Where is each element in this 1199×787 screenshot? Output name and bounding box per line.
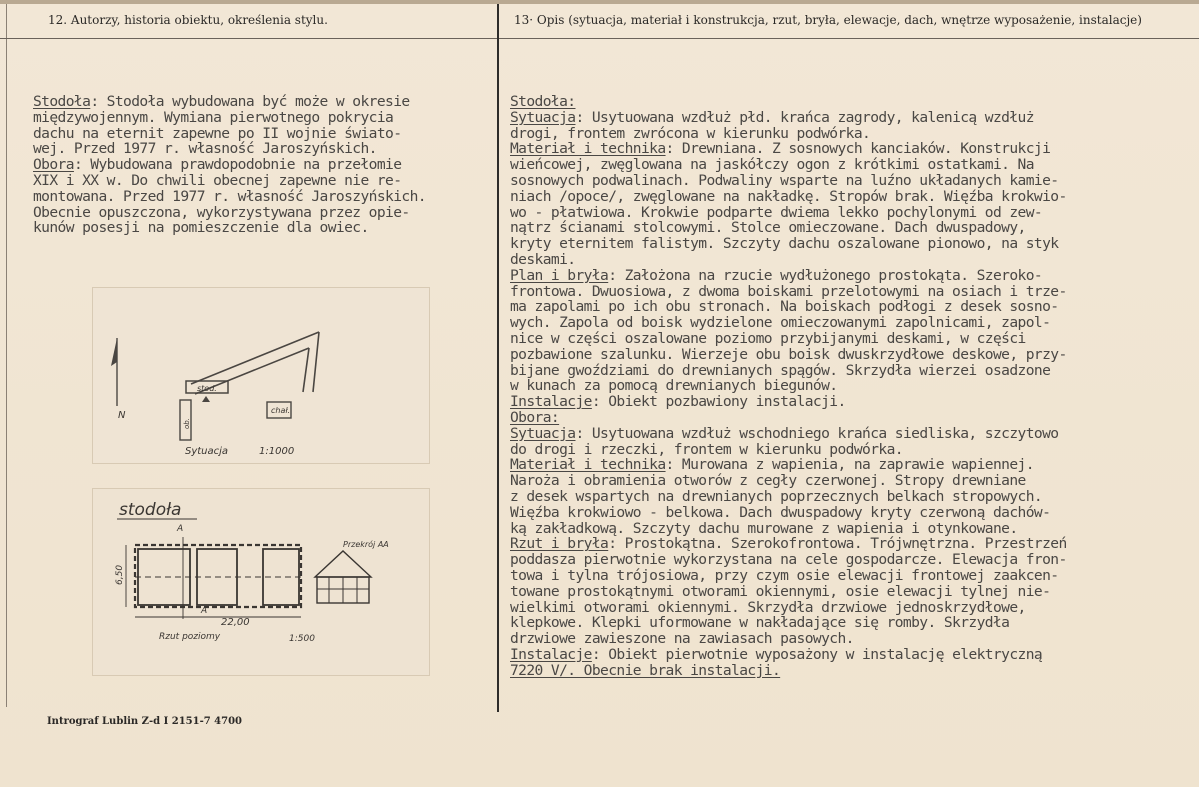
heading-stodola: Stodoła — [33, 93, 91, 110]
text-line: ką zakładkową. Szczyty dachu murowane z wapienia i otynkowane. — [510, 519, 1018, 537]
subheading: Materiał i technika — [510, 456, 666, 474]
text-line: wieńcowej, zwęglowana na jaskółczy ogon z krótkimi ostatkami. Na — [510, 156, 1034, 174]
road-line — [303, 348, 309, 392]
subheading: Instalacje — [510, 393, 592, 411]
text-line: : Murowana z wapienia, na zaprawie wapiennej. — [665, 456, 1034, 474]
north-label: N — [118, 410, 126, 421]
text-line: wych. Zapola od boisk wydzielone omieczowanymi zapolnicami, zapol- — [510, 314, 1051, 332]
site-plan-drawing — [93, 288, 429, 463]
heading-obora: Obora: — [510, 408, 560, 426]
dim-height: 6,50 — [115, 564, 125, 585]
text-line: : Usytuowana wzdłuż wschodniego krańca siedliska, szczytowo — [575, 424, 1059, 442]
text-line: pozbawione szalunku. Wierzeje obu boisk dwuskrzydłowe deskowe, przy- — [510, 345, 1067, 363]
subheading: Instalacje — [510, 645, 592, 663]
printer-imprint: Intrograf Lublin Z-d I 2151-7 4700 — [47, 716, 243, 727]
history-text — [33, 94, 426, 236]
text-line: klepkowe. Klepki uformowane w nakładające się romby. Skrzydła — [510, 614, 1010, 632]
subheading: Sytuacja — [510, 424, 576, 442]
plan-outline — [135, 545, 301, 607]
text-line: Naroża i obramienia otworów z cegły czerwonej. Stropy drewniane — [510, 472, 1026, 490]
road-line — [313, 332, 319, 392]
heading-obora: Obora — [33, 156, 74, 174]
text-line: kryty eternitem falistym. Szczyty dachu oszalowane pionowo, na styk — [510, 235, 1059, 253]
text-line: : Wybudowana prawdopodobnie na przełomie — [73, 156, 402, 174]
subheading: Rzut i bryła — [510, 535, 609, 553]
road-line — [191, 332, 319, 384]
plan-scale: 1:500 — [289, 634, 315, 644]
text-line: deskami. — [510, 250, 576, 268]
left-margin-line — [6, 4, 7, 707]
text-line: drzwiowe zawieszone na zawiasach pasowych. — [510, 630, 854, 648]
subheading: Plan i bryła — [510, 266, 609, 284]
house-label: chał. — [271, 406, 291, 415]
text-line: do drogi i rzeczki, frontem w kierunku podwórka. — [510, 440, 903, 458]
section-label: Przekrój AA — [343, 540, 389, 549]
section-marker-bottom: A — [201, 606, 208, 616]
section-12-header: 12. Autorzy, historia obiektu, określenia stylu. — [48, 13, 328, 27]
text-line: : Usytuowana wzdłuż płd. krańca zagrody, kalenicą wzdłuż — [575, 108, 1034, 126]
text-line: kunów posesji na pomieszczenie dla owiec. — [33, 219, 369, 237]
site-caption: Sytuacja — [185, 446, 229, 457]
card-top-edge — [0, 0, 1199, 4]
text-line: towane prostokątnymi otworami okiennymi, osie elewacji tylnej nie- — [510, 582, 1051, 600]
text-line: : Obiekt pozbawiony instalacji. — [591, 393, 846, 411]
text-line: drogi, frontem zwrócona w kierunku podwórka. — [510, 124, 871, 142]
text-line: Więźba krokwiowo - belkowa. Dach dwuspadowy kryty czerwoną dachów- — [510, 503, 1051, 521]
text-line: : Stodoła wybudowana być może w okresie — [90, 93, 410, 110]
section-13-header: 13· Opis (sytuacja, materiał i konstrukcja, rzut, bryła, elewacje, dach, wnętrze wyposażenie, instalacje) — [514, 13, 1142, 27]
dim-width: 22,00 — [221, 617, 250, 628]
north-arrow-head-icon — [111, 338, 117, 366]
text-line: niach /opoce/, zwęglowane na nakładkę. Stropów brak. Więźba krokwio- — [510, 187, 1067, 205]
floor-plan-sketch — [92, 488, 430, 676]
text-line: sosnowych podwalinach. Podwaliny wsparte na luźno układanych kamie- — [510, 171, 1059, 189]
section-roof — [315, 551, 371, 577]
text-line: : Obiekt pierwotnie wyposażony w instalację elektryczną — [591, 645, 1043, 663]
subheading: Sytuacja — [510, 108, 576, 126]
cowshed-label: ob. — [183, 418, 191, 429]
barn-label: stod. — [197, 384, 217, 393]
section-frame — [317, 577, 369, 603]
description-text — [510, 94, 1067, 678]
text-line: frontowa. Dwuosiowa, z dwoma boiskami przelotowymi na osiach i trze- — [510, 282, 1067, 300]
plan-caption: Rzut poziomy — [159, 632, 221, 642]
text-line: międzywojennym. Wymiana pierwotnego pokrycia — [33, 108, 394, 126]
column-divider — [497, 4, 499, 712]
text-line: nątrz ścianami stolcowymi. Stolce omieczowane. Dach dwuspadowy, — [510, 219, 1026, 237]
subheading: Materiał i technika — [510, 140, 666, 158]
floor-plan-drawing — [93, 489, 429, 675]
text-line: wej. Przed 1977 r. własność Jaroszyńskich. — [33, 140, 377, 158]
text-line: : Prostokątna. Szerokofrontowa. Trójwnętrzna. Przestrzeń — [608, 535, 1067, 553]
text-line: z desek wspartych na drewnianych poprzecznych belkach stropowych. — [510, 487, 1043, 505]
text-line: w kunach za pomocą drewnianych biegunów. — [510, 377, 838, 395]
site-plan-sketch — [92, 287, 430, 464]
text-line: : Założona na rzucie wydłużonego prostokąta. Szeroko- — [608, 266, 1043, 284]
header-rule — [0, 38, 1199, 39]
text-line: montowana. Przed 1977 r. własność Jaroszyńskich. — [33, 187, 426, 205]
text-line: dachu na eternit zapewne po II wojnie świato- — [33, 124, 402, 142]
text-line: poddasza pierwotnie wykorzystana na cele gospodarcze. Elewacja fron- — [510, 551, 1067, 569]
entry-marker-icon — [202, 396, 210, 402]
text-line: wo - płatwiowa. Krokwie podparte dwiema lekko pochylonymi od zew- — [510, 203, 1043, 221]
text-line: ma zapolami po ich obu stronach. Na boiskach podłogi z desek sosno- — [510, 298, 1059, 316]
text-line: towa i tylna trójosiowa, przy czym osie elewacji frontowej zaakcen- — [510, 566, 1059, 584]
text-line: 7220 V/. Obecnie brak instalacji. — [510, 661, 781, 679]
text-line: nice w części oszalowane poziomo przybijanymi deskami, w części — [510, 329, 1026, 347]
text-line: Obecnie opuszczona, wykorzystywana przez opie- — [33, 203, 410, 221]
text-line: XIX i XX w. Do chwili obecnej zapewne nie re- — [33, 171, 402, 189]
text-line: wielkimi otworami okiennymi. Skrzydła drzwiowe jednoskrzydłowe, — [510, 598, 1026, 616]
section-marker-top: A — [177, 524, 184, 534]
sketch-title: stodoła — [119, 500, 182, 520]
text-line: : Drewniana. Z sosnowych kanciaków. Konstrukcji — [665, 140, 1051, 158]
heading-stodola: Stodoła: — [510, 93, 576, 110]
text-line: bijane gwoździami do drewnianych spągów. Skrzydła wierzei osadzone — [510, 361, 1051, 379]
site-scale: 1:1000 — [259, 446, 295, 457]
